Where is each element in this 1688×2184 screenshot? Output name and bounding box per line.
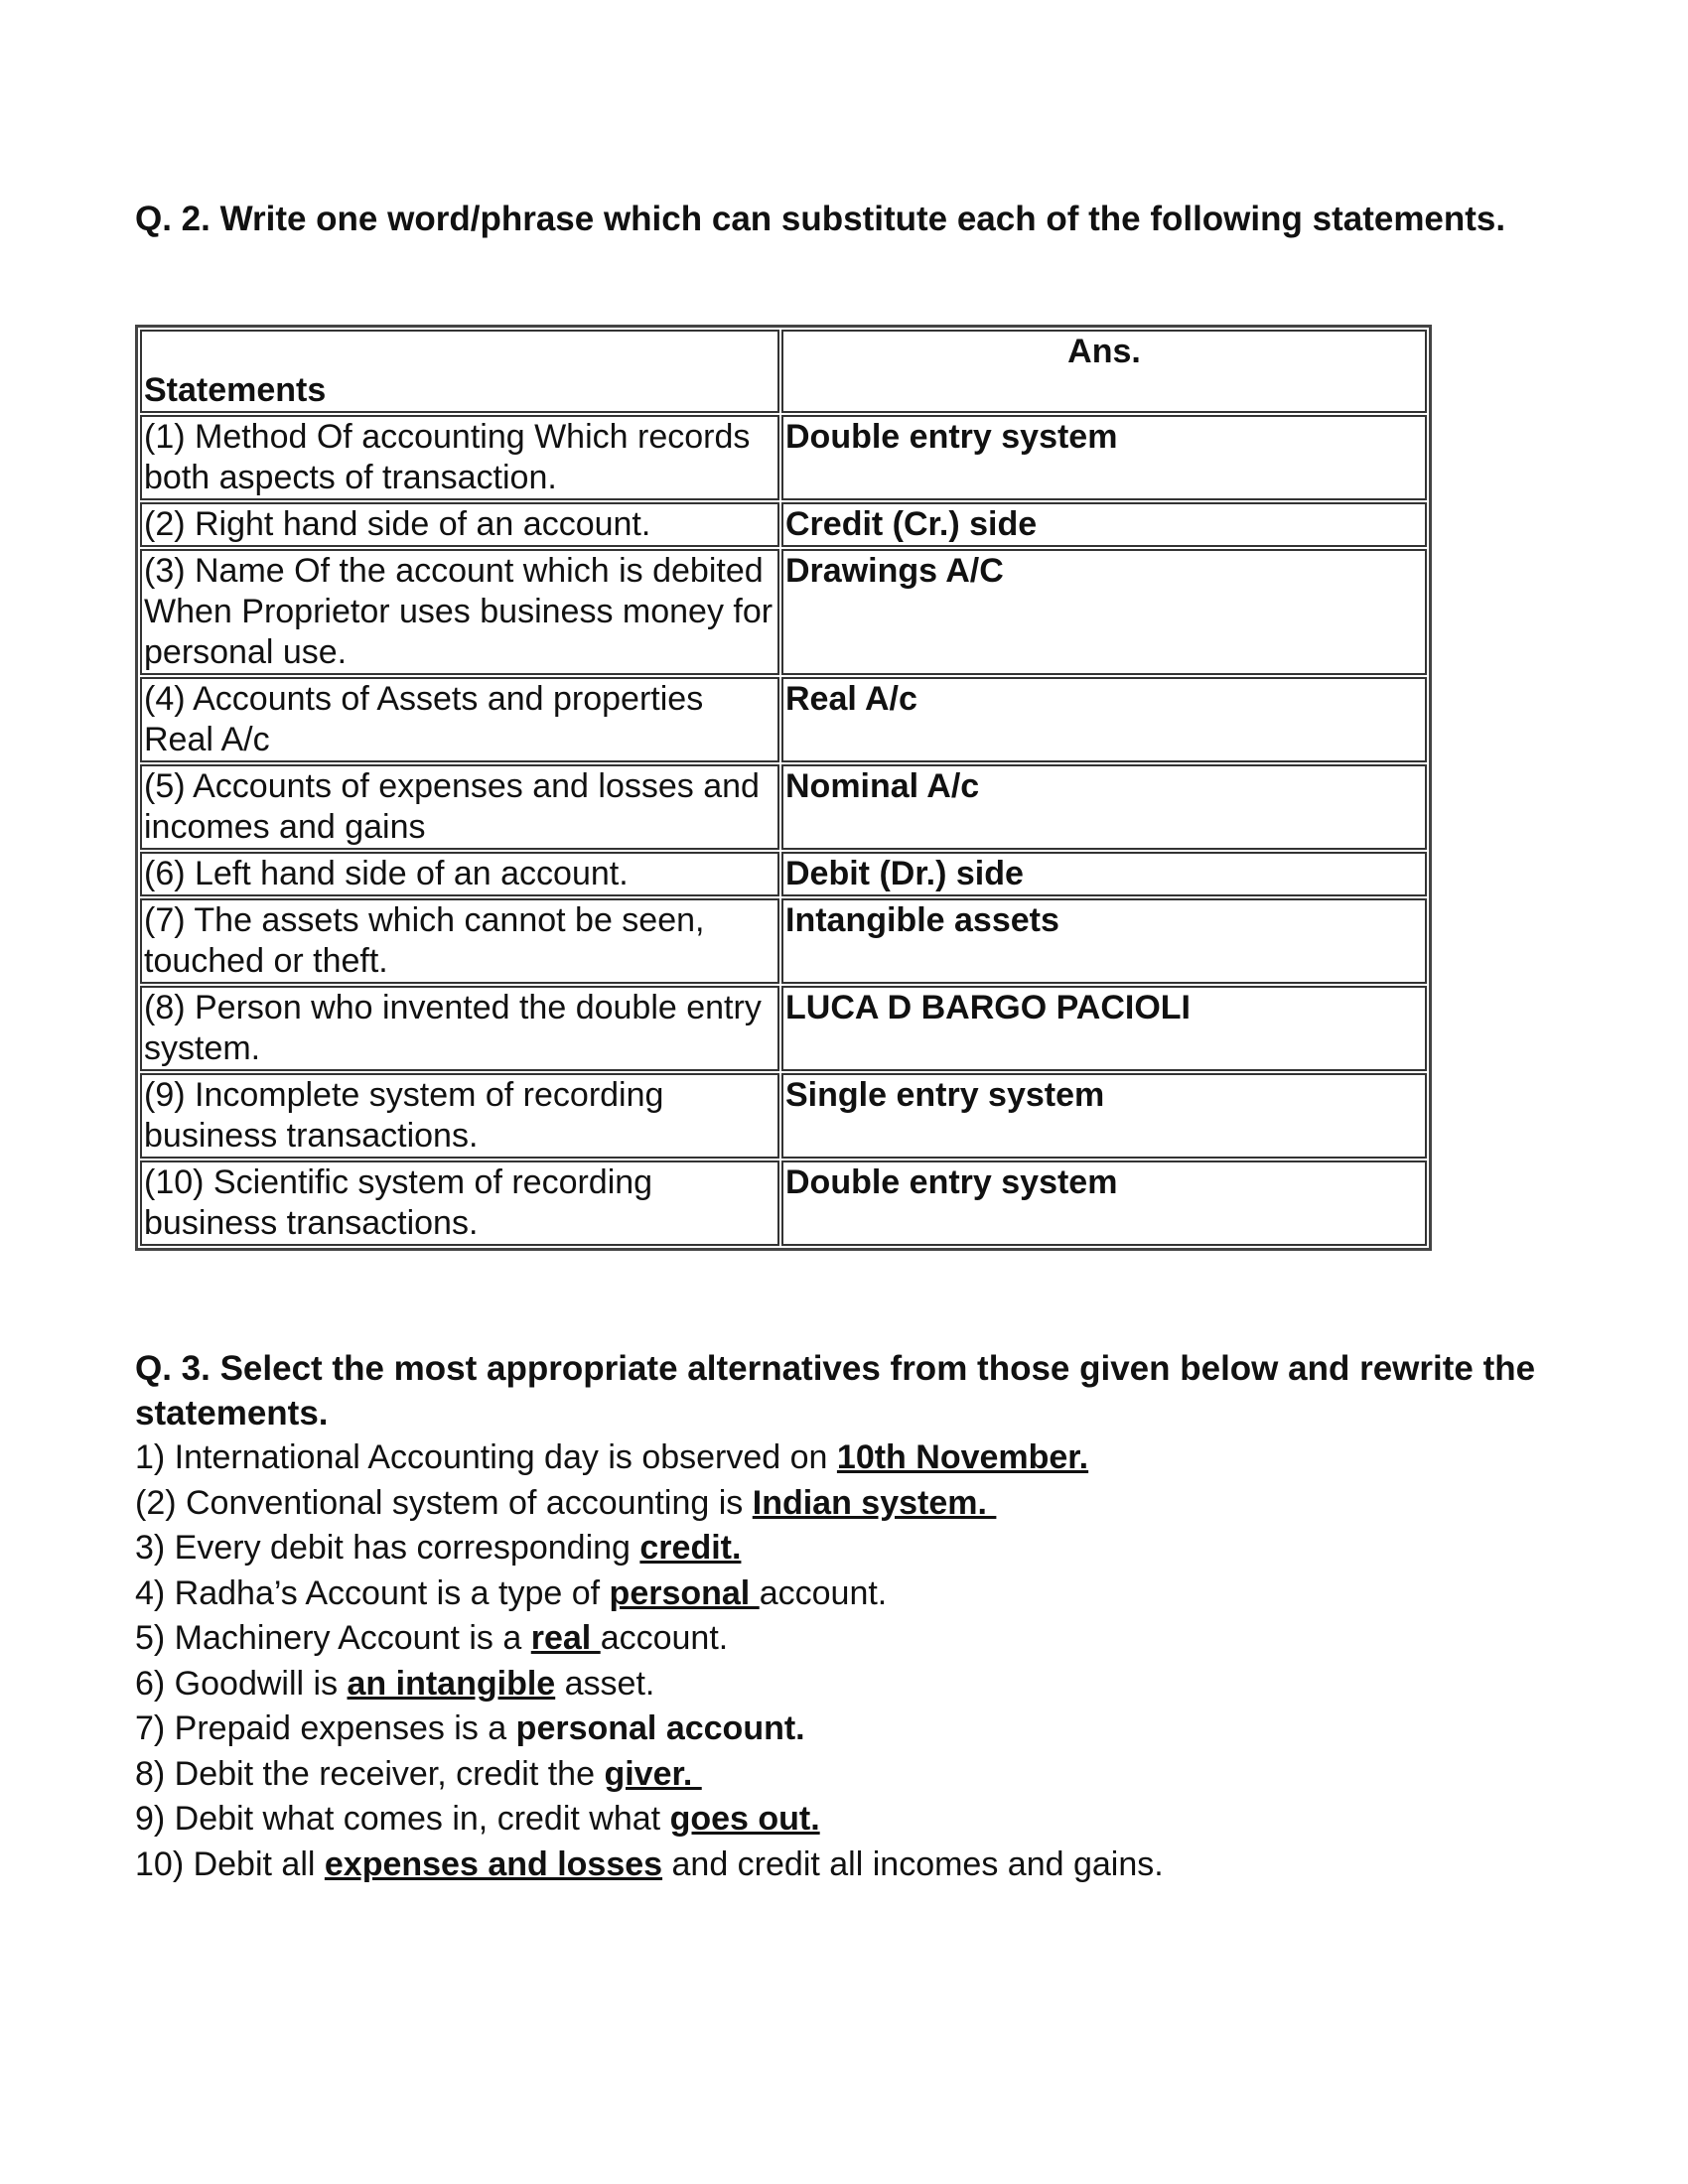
answer-cell: Single entry system <box>781 1073 1427 1159</box>
table-row <box>140 549 1427 675</box>
statement-text: 9) Debit what comes in, credit what <box>135 1800 670 1838</box>
statement-text: 8) Debit the receiver, credit the <box>135 1754 605 1793</box>
list-item <box>135 1706 1585 1752</box>
statement-cell: (3) Name Of the account which is debited When Proprietor uses business money for personal use. <box>140 549 779 675</box>
statement-text: asset. <box>555 1664 655 1703</box>
table-header-row <box>140 330 1427 413</box>
table-row <box>140 1073 1427 1159</box>
list-item <box>135 1481 1585 1527</box>
answer-header: Ans. <box>781 330 1427 413</box>
statement-text: account. <box>759 1573 888 1612</box>
list-item <box>135 1662 1585 1707</box>
answer-cell: Double entry system <box>781 415 1427 500</box>
statement-cell: (1) Method Of accounting Which records both aspects of transaction. <box>140 415 779 500</box>
selected-answer: real <box>530 1619 601 1657</box>
answer-cell: Credit (Cr.) side <box>781 502 1427 547</box>
statement-cell: (8) Person who invented the double entry system. <box>140 986 779 1071</box>
list-item <box>135 1435 1585 1481</box>
list-item <box>135 1797 1585 1843</box>
selected-answer: an intangible <box>347 1664 556 1703</box>
statement-text: 4) Radha’s Account is a type of <box>135 1573 610 1612</box>
selected-answer: personal account. <box>515 1709 805 1747</box>
answer-cell: Intangible assets <box>781 898 1427 984</box>
substitution-table <box>135 325 1432 1251</box>
answer-cell: Real A/c <box>781 677 1427 762</box>
statement-cell: (6) Left hand side of an account. <box>140 852 779 896</box>
statement-cell: (10) Scientific system of recording business transactions. <box>140 1160 779 1246</box>
statement-text: (2) Conventional system of accounting is <box>135 1483 753 1522</box>
table-row <box>140 1160 1427 1246</box>
list-item <box>135 1571 1585 1617</box>
statement-text: 1) International Accounting day is observed on <box>135 1438 837 1476</box>
list-item <box>135 1526 1585 1571</box>
statement-cell: (2) Right hand side of an account. <box>140 502 779 547</box>
answer-cell: Double entry system <box>781 1160 1427 1246</box>
table-row <box>140 677 1427 762</box>
selected-answer: goes out. <box>669 1800 820 1838</box>
answer-cell: Drawings A/C <box>781 549 1427 675</box>
question-3-heading: Q. 3. Select the most appropriate alternatives from those given below and rewrite the statements. <box>135 1349 1536 1433</box>
statements-header: Statements <box>140 330 779 413</box>
table-row <box>140 852 1427 896</box>
statement-cell: (7) The assets which cannot be seen, touched or theft. <box>140 898 779 984</box>
selected-answer: credit. <box>639 1529 742 1567</box>
table-row <box>140 898 1427 984</box>
table-row <box>140 415 1427 500</box>
selected-answer: 10th November. <box>836 1438 1089 1476</box>
answer-list <box>135 1435 1585 1887</box>
answer-cell: Nominal A/c <box>781 764 1427 850</box>
statement-text: 6) Goodwill is <box>135 1664 348 1703</box>
statement-cell: (4) Accounts of Assets and properties Real A/c <box>140 677 779 762</box>
statement-text: account. <box>600 1619 729 1657</box>
list-item <box>135 1843 1585 1888</box>
table-row <box>140 764 1427 850</box>
selected-answer: personal <box>609 1573 760 1612</box>
answer-cell: LUCA D BARGO PACIOLI <box>781 986 1427 1071</box>
statement-text: 5) Machinery Account is a <box>135 1619 531 1657</box>
answer-cell: Debit (Dr.) side <box>781 852 1427 896</box>
selected-answer: giver. <box>604 1754 702 1793</box>
statement-text: 7) Prepaid expenses is a <box>135 1709 516 1747</box>
statement-text: 3) Every debit has corresponding <box>135 1529 640 1567</box>
selected-answer: Indian system. <box>752 1483 997 1522</box>
list-item <box>135 1616 1585 1662</box>
selected-answer: expenses and losses <box>324 1844 663 1883</box>
list-item <box>135 1752 1585 1798</box>
statement-text: and credit all incomes and gains. <box>662 1844 1164 1883</box>
table-row <box>140 986 1427 1071</box>
statement-text: 10) Debit all <box>135 1844 325 1883</box>
question-2-heading: Q. 2. Write one word/phrase which can substitute each of the following statements. <box>135 200 1506 238</box>
table-row <box>140 502 1427 547</box>
statement-cell: (5) Accounts of expenses and losses and incomes and gains <box>140 764 779 850</box>
statement-cell: (9) Incomplete system of recording business transactions. <box>140 1073 779 1159</box>
